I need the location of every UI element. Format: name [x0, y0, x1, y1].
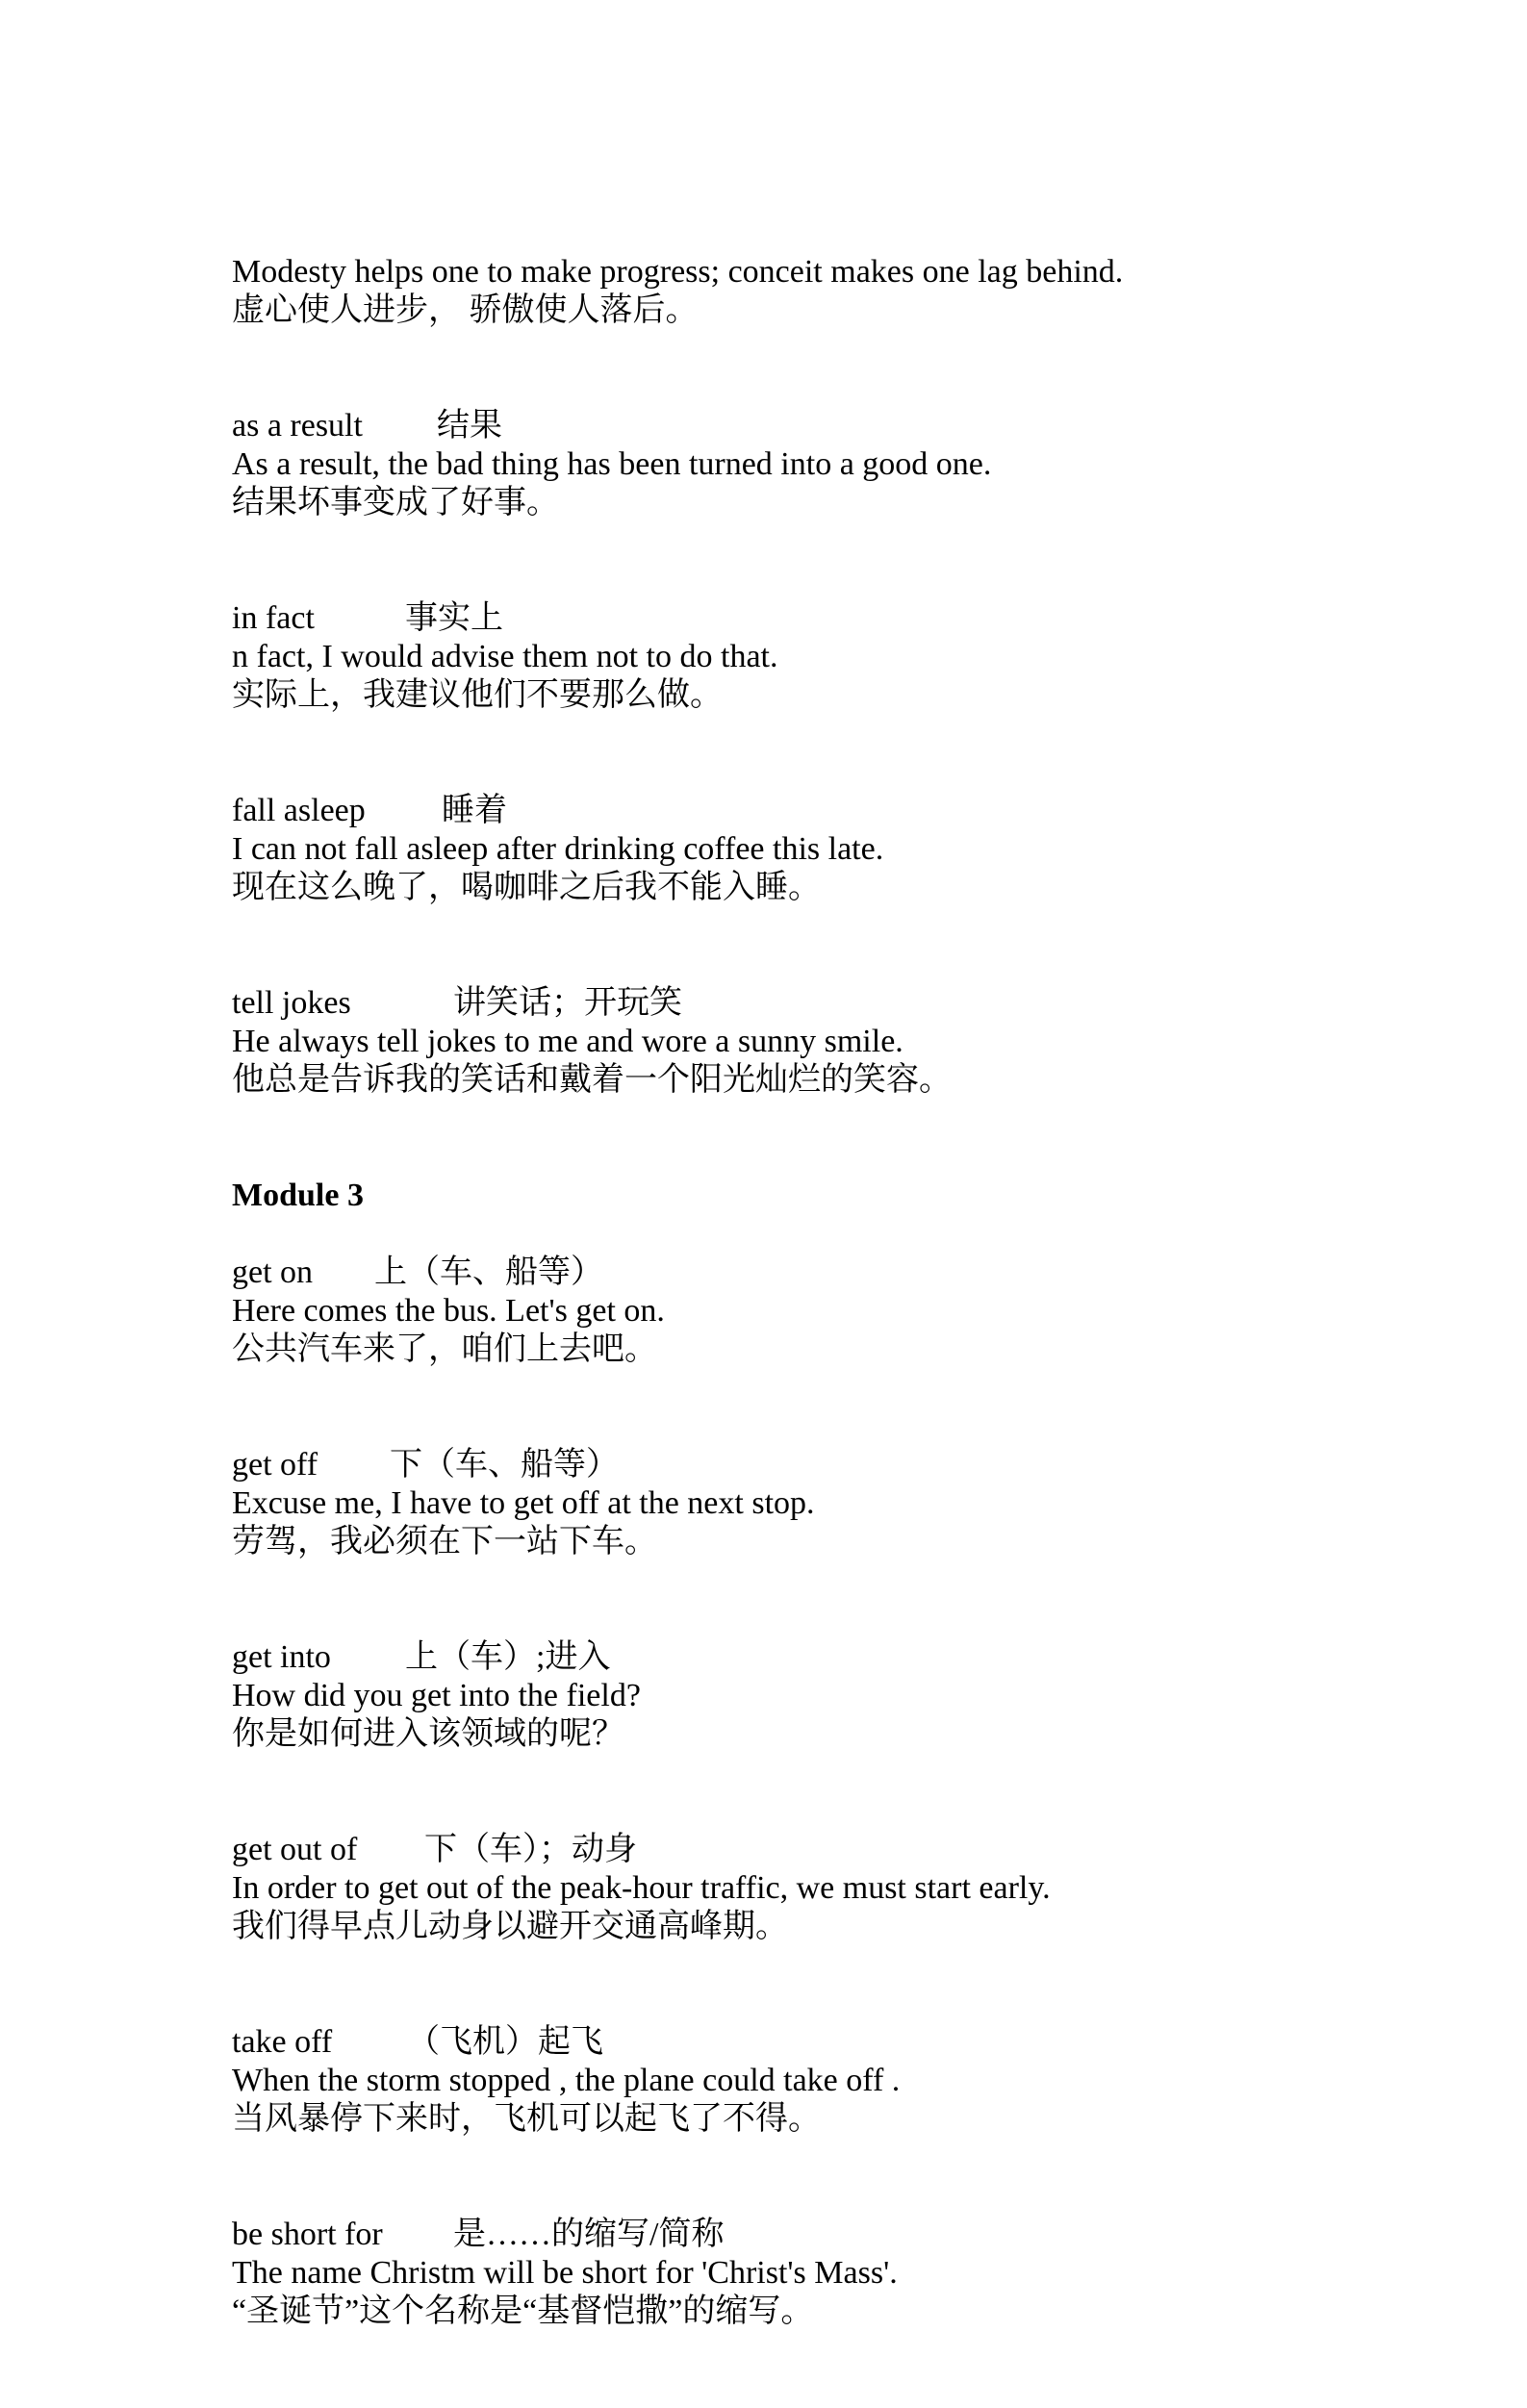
phrase-translation: 当风暴停下来时，飞机可以起飞了不得。 [232, 2101, 821, 2137]
phrase-example: I can not fall asleep after drinking coffee this late. [232, 831, 884, 867]
phrase-term: be short for [232, 2217, 383, 2252]
intro-entry [232, 253, 1425, 330]
phrase-translation: 你是如何进入该领域的呢？ [232, 1716, 624, 1752]
phrase-translation: 结果坏事变成了好事。 [232, 485, 559, 520]
phrase-heading [232, 599, 1425, 638]
phrase-term: get out of [232, 1832, 358, 1867]
phrase-term: in fact [232, 600, 315, 636]
phrase-entry [232, 2216, 1425, 2331]
phrase-meaning: 下（车、船等） [390, 1447, 619, 1483]
phrase-example: As a result, the bad thing has been turned into a good one. [232, 446, 992, 482]
phrase-example: n fact, I would advise them not to do that. [232, 639, 778, 674]
phrase-term: fall asleep [232, 793, 366, 828]
phrase-meaning: 上（车）;进入 [405, 1639, 611, 1675]
phrase-entry [232, 407, 1425, 522]
phrase-entry [232, 1446, 1425, 1561]
phrase-translation: 他总是告诉我的笑话和戴着一个阳光灿烂的笑容。 [232, 1062, 952, 1098]
phrase-translation: 我们得早点儿动身以避开交通高峰期。 [232, 1909, 788, 1944]
phrase-example: The name Christm will be short for 'Christ's Mass'. [232, 2255, 898, 2291]
document-page [232, 253, 1425, 2408]
phrase-entry [232, 599, 1425, 715]
phrase-term: get off [232, 1447, 318, 1483]
phrase-translation: 公共汽车来了，咱们上去吧。 [232, 1331, 657, 1367]
phrase-meaning: 讲笑话；开玩笑 [453, 985, 682, 1021]
phrase-term: take off [232, 2024, 333, 2060]
phrase-example: Excuse me, I have to get off at the next stop. [232, 1485, 815, 1521]
phrase-translation: “圣诞节”这个名称是“基督恺撒”的缩写。 [232, 2294, 814, 2329]
phrase-translation: 实际上，我建议他们不要那么做。 [232, 677, 723, 713]
phrase-meaning: 下（车）；动身 [424, 1832, 637, 1867]
phrase-heading [232, 1254, 1425, 1292]
phrase-heading [232, 2216, 1425, 2254]
phrase-term: get into [232, 1639, 331, 1675]
phrase-entry [232, 1254, 1425, 1369]
phrase-term: tell jokes [232, 985, 351, 1021]
phrase-heading [232, 792, 1425, 830]
phrase-example: In order to get out of the peak-hour traffic, we must start early. [232, 1870, 1051, 1906]
phrase-entry [232, 2023, 1425, 2139]
phrase-entry [232, 1831, 1425, 1946]
intro-sentence: Modesty helps one to make progress; conceit makes one lag behind. [232, 254, 1124, 290]
phrase-heading [232, 2023, 1425, 2062]
phrase-meaning: 上（车、船等） [374, 1255, 603, 1290]
phrase-term: get on [232, 1255, 314, 1290]
phrase-heading [232, 1446, 1425, 1484]
phrase-meaning: 结果 [437, 408, 502, 444]
phrase-heading [232, 984, 1425, 1023]
phrase-translation: 现在这么晚了，喝咖啡之后我不能入睡。 [232, 870, 821, 905]
phrase-meaning: 睡着 [442, 793, 507, 828]
phrase-translation: 劳驾，我必须在下一站下车。 [232, 1524, 657, 1559]
phrase-entry [232, 1638, 1425, 1754]
phrase-heading [232, 1638, 1425, 1677]
phrase-heading [232, 407, 1425, 445]
phrase-entry [232, 792, 1425, 907]
phrase-example: When the storm stopped , the plane could take off . [232, 2063, 901, 2098]
phrase-example: He always tell jokes to me and wore a sunny smile. [232, 1024, 903, 1059]
intro-translation: 虚心使人进步， 骄傲使人落后。 [232, 292, 699, 328]
phrase-entry [232, 984, 1425, 1100]
phrase-example: Here comes the bus. Let's get on. [232, 1293, 665, 1329]
phrase-heading [232, 1831, 1425, 1869]
phrase-meaning: 是……的缩写/简称 [453, 2217, 725, 2252]
phrase-meaning: （飞机）起飞 [407, 2024, 603, 2060]
phrase-term: as a result [232, 408, 363, 444]
phrase-example: How did you get into the field? [232, 1678, 641, 1713]
module-heading: Module 3 [232, 1178, 364, 1213]
phrase-meaning: 事实上 [405, 600, 503, 636]
